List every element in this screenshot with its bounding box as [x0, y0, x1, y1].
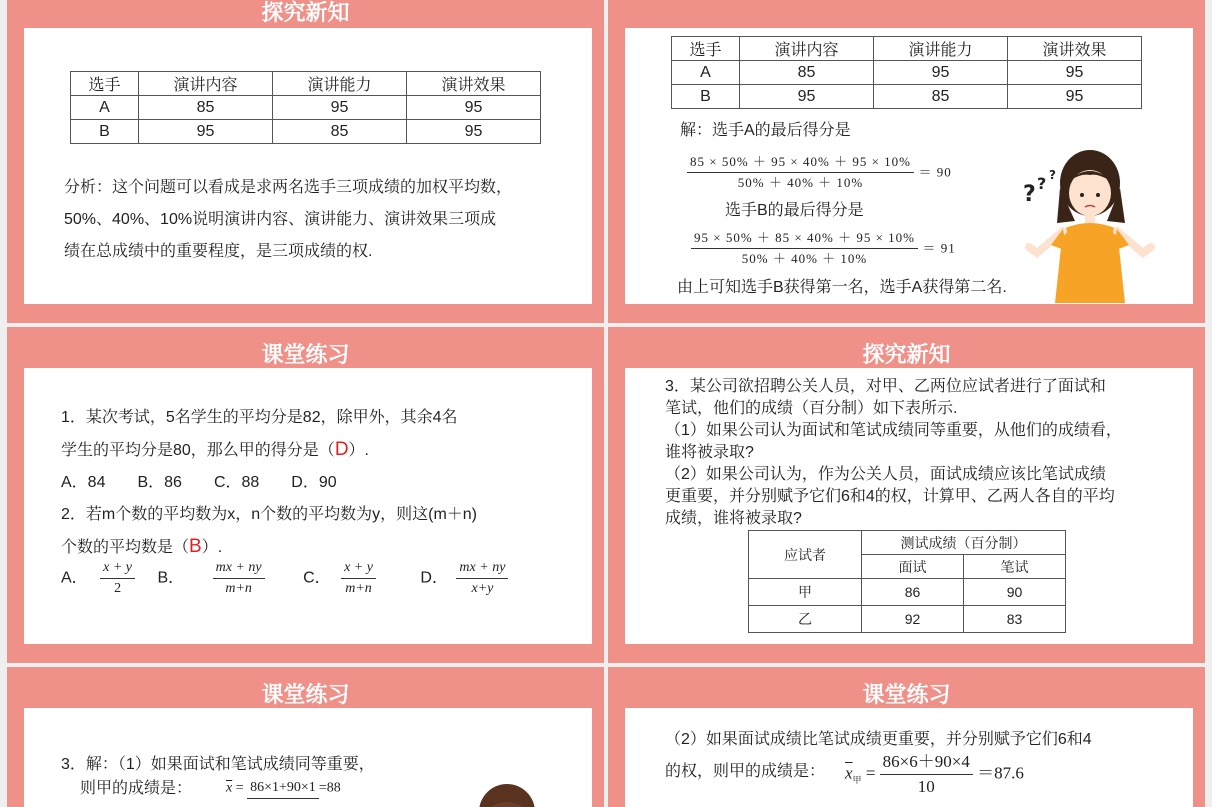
slide-2[interactable]	[608, 0, 1205, 323]
option-d-fraction	[456, 558, 508, 599]
analysis-line: 绩在总成绩中的重要程度，是三项成绩的权.	[64, 243, 373, 260]
table-cell: 85	[740, 61, 874, 85]
applicant-table	[748, 530, 1066, 633]
solve-a-text: 解：选手A的最后得分是	[680, 122, 851, 139]
slide-card	[625, 368, 1193, 644]
table-cell: 演讲能力	[874, 37, 1008, 61]
analysis-text	[64, 172, 584, 268]
formula: $\overline{x}_甲$ = $\frac{86\times 6+90\times 4}{10}$ ＝87.6	[845, 750, 1024, 799]
svg-text:?: ?	[1023, 182, 1036, 207]
slide-card	[24, 28, 592, 304]
table-cell: 95	[407, 96, 541, 120]
table-cell: 选手	[71, 72, 139, 96]
table-cell: 85	[874, 85, 1008, 109]
slide-title: 课堂练习	[261, 342, 350, 367]
q1-text: 学生的平均分是80，那么甲的得分是（	[61, 442, 335, 459]
formula-a	[687, 152, 952, 193]
denominator: 10	[917, 777, 935, 796]
xbar-symbol: $\overline{x}$	[226, 780, 233, 796]
svg-text:?: ?	[1037, 174, 1047, 193]
option-a-label: A．	[61, 569, 88, 587]
result: ＝ 90	[918, 164, 952, 180]
fraction	[880, 750, 973, 799]
table-cell: 95	[273, 96, 407, 120]
header-written: 笔试	[964, 555, 1066, 579]
q2-text-end: ）.	[201, 539, 223, 556]
formula: $\overline{x}$ = 86×1+90×1 =88	[226, 778, 341, 799]
slide-title: 探究新知	[261, 0, 350, 25]
numerator: 85 × 50% ＋ 95 × 40% ＋ 95 × 10%	[687, 152, 914, 173]
table-cell: 86	[862, 579, 964, 606]
option-c-fraction	[341, 558, 376, 599]
score-table	[70, 71, 541, 144]
slide-card	[24, 368, 592, 644]
option-b-fraction	[213, 558, 265, 599]
problem-line: （2）如果公司认为，作为公关人员，面试成绩应该比笔试成绩	[665, 466, 1106, 483]
fraction	[691, 228, 918, 269]
denominator: x+y	[471, 581, 494, 596]
fraction	[687, 152, 914, 193]
table-cell: 95	[1008, 61, 1142, 85]
slide-title: 课堂练习	[862, 682, 951, 707]
table-cell: 83	[964, 606, 1066, 633]
slide-card	[24, 708, 592, 807]
girl-avatar-illustration	[472, 780, 542, 807]
option-b-label: B．	[157, 569, 185, 587]
q1-options: A．84 B．86 C．88 D．90	[61, 474, 337, 491]
header-score: 测试成绩（百分制）	[862, 531, 1066, 555]
table-cell: 95	[407, 120, 541, 144]
table-cell: 乙	[749, 606, 862, 633]
solution-line: 3．解：（1）如果面试和笔试成绩同等重要，	[61, 756, 375, 773]
analysis-line: 分析：这个问题可以看成是求两名选手三项成绩的加权平均数，	[64, 179, 513, 196]
header-applicant: 应试者	[749, 531, 862, 579]
numerator: x + y	[100, 558, 135, 579]
slide-6[interactable]	[608, 667, 1205, 807]
denominator: 50% ＋ 40% ＋ 10%	[737, 175, 864, 190]
problem-line: （1）如果公司认为面试和笔试成绩同等重要，从他们的成绩看，	[665, 422, 1122, 439]
numerator: 86×6＋90×4	[880, 750, 973, 775]
xbar-symbol: $\overline{x}$	[845, 763, 853, 783]
table-cell: 95	[139, 120, 273, 144]
table-cell: 演讲能力	[273, 72, 407, 96]
q2-line: 2．若m个数的平均数为x，n个数的平均数为y，则这(m＋n)	[61, 506, 478, 523]
table-cell: 92	[862, 606, 964, 633]
numerator: 95 × 50% ＋ 85 × 40% ＋ 95 × 10%	[691, 228, 918, 249]
result: ＝87.6	[977, 763, 1024, 783]
slide-title: 探究新知	[862, 342, 951, 367]
option-a-fraction	[100, 558, 135, 599]
problem-line: 成绩，谁将被录取?	[665, 510, 802, 527]
slide-title: 课堂练习	[261, 682, 350, 707]
conclusion-text: 由上可知选手B获得第一名，选手A获得第二名.	[677, 279, 1007, 296]
problem-line: 3．某公司欲招聘公关人员，对甲、乙两位应试者进行了面试和	[665, 378, 1106, 395]
fraction	[247, 778, 319, 799]
table-cell: B	[672, 85, 740, 109]
table-cell: 演讲效果	[1008, 37, 1142, 61]
q2-answer: B	[189, 536, 202, 557]
table-cell: A	[672, 61, 740, 85]
q1-answer: D	[334, 439, 349, 460]
table-cell: 95	[1008, 85, 1142, 109]
table-cell: 选手	[672, 37, 740, 61]
slide-4[interactable]	[608, 327, 1205, 663]
denominator: 50% ＋ 40% ＋ 10%	[741, 251, 868, 266]
slide-5[interactable]	[7, 667, 604, 807]
header-interview: 面试	[862, 555, 964, 579]
table-cell: 85	[273, 120, 407, 144]
solve-b-text: 选手B的最后得分是	[725, 202, 864, 219]
q1-line: 1．某次考试，5名学生的平均分是82，除甲外，其余4名	[61, 409, 458, 426]
table-cell: 演讲效果	[407, 72, 541, 96]
slide-3[interactable]	[7, 327, 604, 663]
question-1	[61, 402, 477, 564]
q2-options	[61, 558, 581, 599]
table-cell: 演讲内容	[139, 72, 273, 96]
slide-card	[625, 28, 1193, 304]
numerator: mx + ny	[213, 558, 265, 579]
problem-line: 更重要，并分别赋予它们6和4的权，计算甲、乙两人各自的平均	[665, 488, 1115, 505]
denominator: 2	[114, 581, 122, 596]
table-cell: 甲	[749, 579, 862, 606]
analysis-line: 50%、40%、10%说明演讲内容、演讲能力、演讲效果三项成	[64, 211, 497, 228]
table-cell: B	[71, 120, 139, 144]
result: =88	[318, 780, 341, 796]
option-d-label: D．	[420, 569, 448, 587]
slide-1[interactable]	[7, 0, 604, 323]
q2-text: 个数的平均数是（	[61, 539, 190, 556]
formula-b	[691, 228, 956, 269]
denominator: m+n	[225, 581, 252, 596]
slide-card	[625, 708, 1193, 807]
result: ＝ 91	[922, 240, 956, 256]
numerator: mx + ny	[456, 558, 508, 579]
solution-line: （2）如果面试成绩比笔试成绩更重要，并分别赋予它们6和4	[665, 731, 1092, 748]
numerator: 86×1+90×1	[247, 778, 319, 799]
svg-text:?: ?	[1049, 168, 1056, 182]
table-cell: 95	[874, 61, 1008, 85]
table-cell: A	[71, 96, 139, 120]
q1-line	[61, 434, 477, 467]
option-c-label: C．	[303, 569, 331, 587]
score-table	[671, 36, 1142, 109]
subscript-jia: 甲	[852, 774, 862, 785]
numerator: x + y	[341, 558, 376, 579]
solution-line: 的权，则甲的成绩是：	[665, 763, 826, 780]
problem-line: 笔试，他们的成绩（百分制）如下表所示.	[665, 400, 958, 417]
denominator: m+n	[345, 581, 372, 596]
table-cell: 85	[139, 96, 273, 120]
confused-girl-illustration	[1015, 143, 1165, 303]
table-cell: 演讲内容	[740, 37, 874, 61]
problem-line: 谁将被录取?	[665, 444, 754, 461]
q1-text-end: ）.	[348, 442, 369, 459]
table-cell: 90	[964, 579, 1066, 606]
table-cell: 95	[740, 85, 874, 109]
problem-text	[665, 376, 1122, 530]
solution-line: 则甲的成绩是：	[80, 780, 193, 797]
